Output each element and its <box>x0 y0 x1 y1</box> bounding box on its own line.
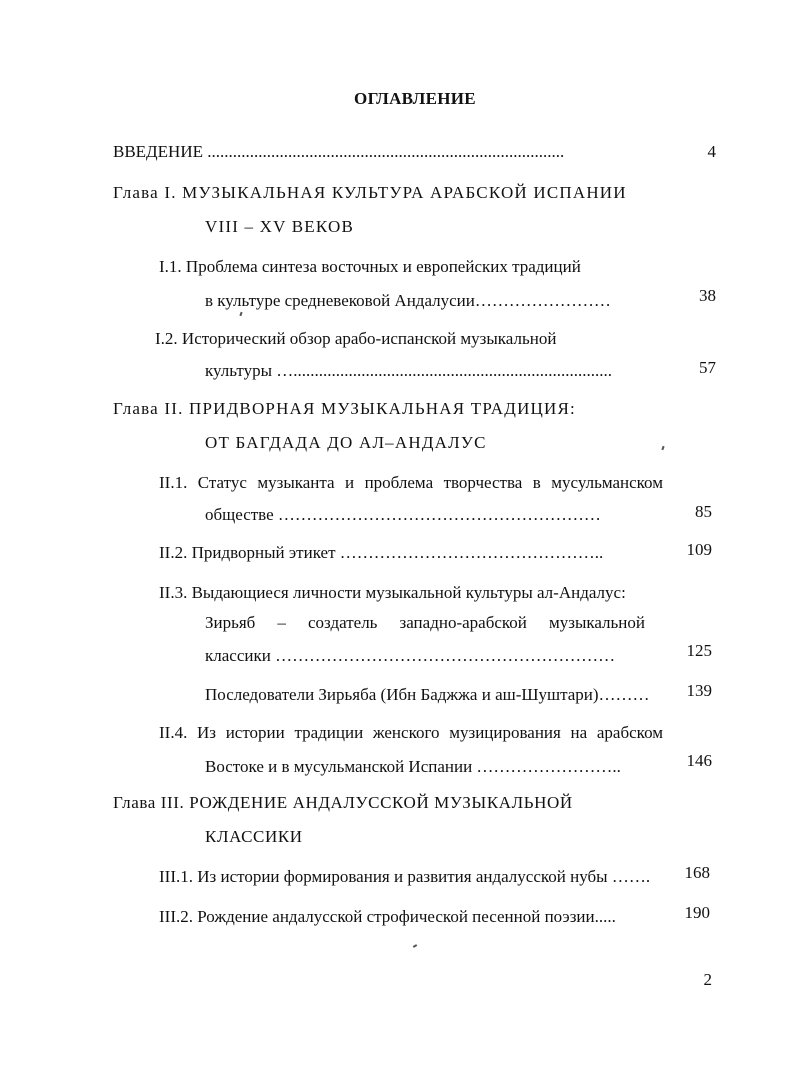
toc-section-1-2-cont[interactable]: культуры …........................................................................... <box>205 361 612 380</box>
toc-section-2-4[interactable]: II.4. Из истории традиции женского музицирования на арабском <box>159 723 663 742</box>
toc-section-2-1[interactable]: II.1. Статус музыканта и проблема творчества в мусульманском <box>159 473 663 492</box>
toc-section-1-1[interactable]: I.1. Проблема синтеза восточных и европейских традиций <box>159 257 581 276</box>
page-title: ОГЛАВЛЕНИЕ <box>354 89 476 108</box>
toc-section-2-3-cont[interactable]: Зирьяб – создатель западно-арабской музыкальной <box>205 613 645 632</box>
scan-speck <box>661 446 664 450</box>
toc-chapter-2-title[interactable]: Глава II. ПРИДВОРНАЯ МУЗЫКАЛЬНАЯ ТРАДИЦИЯ: <box>113 399 576 418</box>
toc-page-number: 168 <box>684 863 710 882</box>
toc-section-1-1-cont[interactable]: в культуре средневековой Андалусии…………………… <box>205 291 611 310</box>
toc-chapter-2-title-cont[interactable]: ОТ БАГДАДА ДО АЛ–АНДАЛУС <box>205 433 487 452</box>
page-number: 2 <box>703 970 712 989</box>
toc-entry-introduction[interactable]: ВВЕДЕНИЕ .................................................................................... <box>113 142 565 161</box>
toc-chapter-1-title[interactable]: Глава I. МУЗЫКАЛЬНАЯ КУЛЬТУРА АРАБСКОЙ ИСПАНИИ <box>113 183 627 202</box>
toc-section-2-1-cont[interactable]: обществе ………………………………………………… <box>205 505 601 524</box>
toc-page-number: 109 <box>686 540 712 559</box>
toc-page-number: 38 <box>699 286 716 305</box>
toc-page-number: 146 <box>686 751 712 770</box>
toc-section-2-2[interactable]: II.2. Придворный этикет ……………………………………….. <box>159 543 604 562</box>
toc-subsection-followers[interactable]: Последователи Зирьяба (Ибн Баджжа и аш-Шуштари)……… <box>205 685 650 704</box>
toc-section-3-1[interactable]: III.1. Из истории формирования и развития андалусской нубы ……. <box>159 867 651 886</box>
toc-section-1-2[interactable]: I.2. Исторический обзор арабо-испанской музыкальной <box>155 329 557 348</box>
toc-page-number: 4 <box>707 142 716 161</box>
scan-speck <box>413 944 417 948</box>
toc-section-2-3-end[interactable]: классики …………………………………………………… <box>205 646 616 665</box>
toc-section-3-2[interactable]: III.2. Рождение андалусской строфической песенной поэзии..... <box>159 907 616 926</box>
toc-chapter-3-title[interactable]: Глава III. РОЖДЕНИЕ АНДАЛУССКОЙ МУЗЫКАЛЬНОЙ <box>113 793 573 812</box>
toc-section-2-3[interactable]: II.3. Выдающиеся личности музыкальной культуры ал-Андалус: <box>159 583 626 602</box>
toc-page-number: 125 <box>686 641 712 660</box>
toc-chapter-3-title-cont[interactable]: КЛАССИКИ <box>205 827 303 846</box>
toc-page-number: 85 <box>695 502 712 521</box>
toc-page-number: 139 <box>686 681 712 700</box>
scan-speck <box>239 312 242 316</box>
toc-page-number: 57 <box>699 358 716 377</box>
toc-chapter-1-title-cont[interactable]: VIII – XV ВЕКОВ <box>205 217 355 236</box>
toc-page-number: 190 <box>684 903 710 922</box>
toc-section-2-4-cont[interactable]: Востоке и в мусульманской Испании …………………….. <box>205 757 621 776</box>
